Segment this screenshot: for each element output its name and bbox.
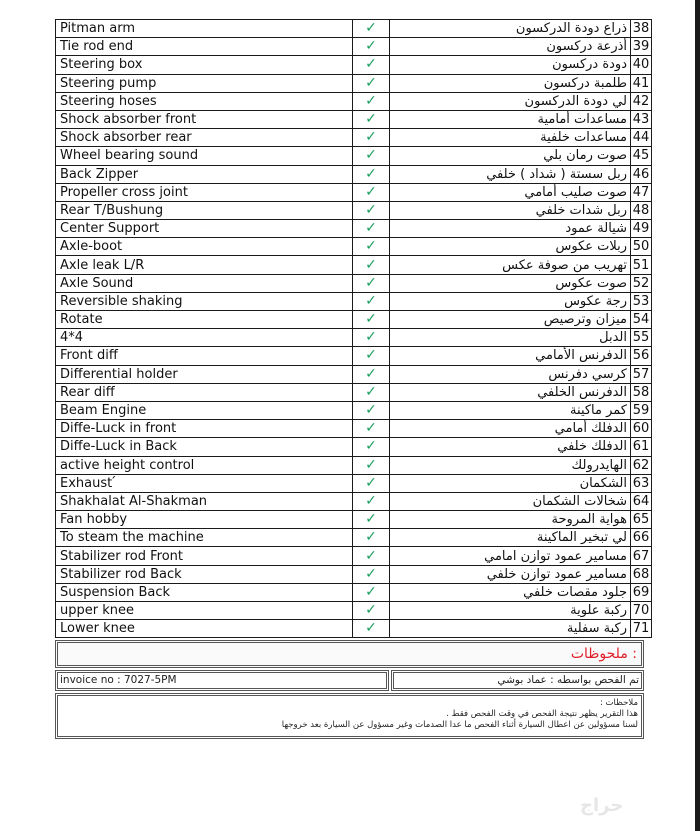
checklist-row: [56, 165, 652, 183]
item-name-en: active height control: [56, 456, 353, 474]
item-name-en: 4*4: [56, 329, 353, 347]
item-number: 67: [631, 547, 652, 565]
item-name-en: Center Support: [56, 220, 353, 238]
check-icon: ✓: [365, 347, 377, 364]
status-cell: [353, 129, 390, 147]
item-name-ar: صوت صليب أمامي: [390, 183, 631, 201]
item-number: 40: [631, 56, 652, 74]
item-number: 41: [631, 74, 652, 92]
item-name-en: Suspension Back: [56, 583, 353, 601]
item-name-en: Rear T/Bushung: [56, 201, 353, 219]
item-name-en: Lower knee: [56, 620, 353, 638]
checklist-row: [56, 256, 652, 274]
item-number: 51: [631, 256, 652, 274]
item-name-en: Steering pump: [56, 74, 353, 92]
check-icon: ✓: [365, 383, 377, 400]
item-name-en: To steam the machine: [56, 529, 353, 547]
checklist-row: [56, 38, 652, 56]
item-name-en: Propeller cross joint: [56, 183, 353, 201]
item-number: 49: [631, 220, 652, 238]
item-number: 63: [631, 474, 652, 492]
checklist-row: [56, 311, 652, 329]
status-cell: [353, 183, 390, 201]
item-name-en: Diffe-Luck in Back: [56, 438, 353, 456]
item-name-ar: مسامير عمود توازن امامي: [390, 547, 631, 565]
item-name-en: Fan hobby: [56, 511, 353, 529]
item-number: 38: [631, 20, 652, 38]
item-number: 54: [631, 311, 652, 329]
item-name-ar: ركبة علوية: [390, 602, 631, 620]
item-name-en: Axle leak L/R: [56, 256, 353, 274]
item-name-ar: ربلات عكوس: [390, 238, 631, 256]
status-cell: [353, 92, 390, 110]
item-number: 46: [631, 165, 652, 183]
status-cell: [353, 383, 390, 401]
checklist-row: [56, 401, 652, 419]
checklist-row: [56, 456, 652, 474]
inspection-sheet: [55, 19, 650, 739]
check-icon: ✓: [365, 311, 377, 328]
check-icon: ✓: [365, 183, 377, 200]
item-number: 57: [631, 365, 652, 383]
checklist-row: [56, 474, 652, 492]
item-name-ar: الهايدرولك: [390, 456, 631, 474]
notes-box: [55, 640, 644, 668]
check-icon: ✓: [365, 238, 377, 255]
item-name-ar: أذرعة دركسون: [390, 38, 631, 56]
item-name-ar: شخالات الشكمان: [390, 492, 631, 510]
checklist-row: [56, 292, 652, 310]
item-name-ar: تهريب من صوفة عكس: [390, 256, 631, 274]
checklist-row: [56, 438, 652, 456]
check-icon: ✓: [365, 365, 377, 382]
item-name-ar: ربل سستة ( شداد ) خلفي: [390, 165, 631, 183]
item-number: 64: [631, 492, 652, 510]
remarks-line-2: لسنا مسؤولين عن اعطال السيارة أثناء الفحص ما عدا الصدمات وغير مسؤول عن السيارة بعد خروجها: [281, 720, 638, 731]
item-name-en: Pitman arm: [56, 20, 353, 38]
status-cell: [353, 165, 390, 183]
checklist-row: [56, 565, 652, 583]
item-name-ar: هواية المروحة: [390, 511, 631, 529]
page-edge-strip: [695, 0, 700, 831]
check-icon: ✓: [365, 274, 377, 291]
check-icon: ✓: [365, 529, 377, 546]
checklist-row: [56, 583, 652, 601]
item-name-ar: جلود مقصات خلفي: [390, 583, 631, 601]
checklist-row: [56, 620, 652, 638]
check-icon: ✓: [365, 201, 377, 218]
check-icon: ✓: [365, 438, 377, 455]
item-name-ar: الشكمان: [390, 474, 631, 492]
status-cell: [353, 329, 390, 347]
item-name-ar: ذراع دودة الدركسون: [390, 20, 631, 38]
status-cell: [353, 110, 390, 128]
status-cell: [353, 547, 390, 565]
item-number: 50: [631, 238, 652, 256]
item-number: 48: [631, 201, 652, 219]
status-cell: [353, 256, 390, 274]
check-icon: ✓: [365, 402, 377, 419]
item-name-en: Stabilizer rod Back: [56, 565, 353, 583]
check-icon: ✓: [365, 602, 377, 619]
item-name-ar: مساعدات أمامية: [390, 110, 631, 128]
check-icon: ✓: [365, 92, 377, 109]
item-name-en: Rear diff: [56, 383, 353, 401]
item-name-ar: ربل شدات خلفي: [390, 201, 631, 219]
remarks-line-1: هذا التقرير يظهر نتيجة الفحص في وقت الفحص فقط .: [446, 709, 638, 720]
status-cell: [353, 274, 390, 292]
inspected-by: تم الفحص بواسطه : عماد بوشي: [391, 670, 644, 691]
checklist-row: [56, 129, 652, 147]
remarks-box: [55, 693, 644, 739]
item-name-ar: دودة دركسون: [390, 56, 631, 74]
item-number: 45: [631, 147, 652, 165]
status-cell: [353, 401, 390, 419]
checklist-row: [56, 347, 652, 365]
item-number: 70: [631, 602, 652, 620]
item-name-ar: ركبة سفلية: [390, 620, 631, 638]
status-cell: [353, 56, 390, 74]
check-icon: ✓: [365, 220, 377, 237]
item-number: 52: [631, 274, 652, 292]
checklist-row: [56, 56, 652, 74]
item-number: 62: [631, 456, 652, 474]
status-cell: [353, 74, 390, 92]
check-icon: ✓: [365, 256, 377, 273]
checklist-row: [56, 365, 652, 383]
status-cell: [353, 292, 390, 310]
item-name-en: Stabilizer rod Front: [56, 547, 353, 565]
status-cell: [353, 238, 390, 256]
item-name-en: Back Zipper: [56, 165, 353, 183]
item-number: 39: [631, 38, 652, 56]
status-cell: [353, 511, 390, 529]
status-cell: [353, 474, 390, 492]
check-icon: ✓: [365, 620, 377, 637]
item-number: 53: [631, 292, 652, 310]
inspection-checklist-table: [55, 19, 652, 638]
item-number: 61: [631, 438, 652, 456]
item-name-ar: كرسي دفرنس: [390, 365, 631, 383]
item-name-en: Steering hoses: [56, 92, 353, 110]
check-icon: ✓: [365, 129, 377, 146]
check-icon: ✓: [365, 329, 377, 346]
item-number: 43: [631, 110, 652, 128]
checklist-row: [56, 201, 652, 219]
item-name-en: Front diff: [56, 347, 353, 365]
item-number: 55: [631, 329, 652, 347]
item-name-en: Rotate: [56, 311, 353, 329]
status-cell: [353, 365, 390, 383]
item-name-en: Shock absorber rear: [56, 129, 353, 147]
item-name-ar: مساعدات خلفية: [390, 129, 631, 147]
item-name-ar: صوت رمان بلي: [390, 147, 631, 165]
item-number: 60: [631, 420, 652, 438]
status-cell: [353, 438, 390, 456]
item-name-en: Differential holder: [56, 365, 353, 383]
checklist-row: [56, 547, 652, 565]
checklist-row: [56, 492, 652, 510]
check-icon: ✓: [365, 20, 377, 37]
item-name-ar: الدفرنس الأمامي: [390, 347, 631, 365]
item-name-en: Reversible shaking: [56, 292, 353, 310]
checklist-row: [56, 274, 652, 292]
check-icon: ✓: [365, 292, 377, 309]
item-name-ar: الدفرنس الخلفي: [390, 383, 631, 401]
checklist-row: [56, 238, 652, 256]
check-icon: ✓: [365, 56, 377, 73]
item-number: 59: [631, 401, 652, 419]
check-icon: ✓: [365, 147, 377, 164]
check-icon: ✓: [365, 420, 377, 437]
item-name-ar: ميزان وترصيص: [390, 311, 631, 329]
check-icon: ✓: [365, 583, 377, 600]
item-number: 68: [631, 565, 652, 583]
item-name-en: Steering box: [56, 56, 353, 74]
checklist-row: [56, 183, 652, 201]
item-name-en: Wheel bearing sound: [56, 147, 353, 165]
status-cell: [353, 38, 390, 56]
status-cell: [353, 347, 390, 365]
item-name-ar: لي دودة الدركسون: [390, 92, 631, 110]
item-number: 44: [631, 129, 652, 147]
status-cell: [353, 420, 390, 438]
status-cell: [353, 147, 390, 165]
check-icon: ✓: [365, 547, 377, 564]
item-number: 65: [631, 511, 652, 529]
item-number: 69: [631, 583, 652, 601]
status-cell: [353, 620, 390, 638]
checklist-row: [56, 420, 652, 438]
item-number: 47: [631, 183, 652, 201]
item-name-en: Tie rod end: [56, 38, 353, 56]
watermark-logo: حراج: [580, 795, 624, 816]
checklist-row: [56, 110, 652, 128]
item-number: 71: [631, 620, 652, 638]
check-icon: ✓: [365, 38, 377, 55]
item-name-en: Diffe-Luck in front: [56, 420, 353, 438]
status-cell: [353, 492, 390, 510]
checklist-row: [56, 147, 652, 165]
item-name-en: Beam Engine: [56, 401, 353, 419]
checklist-row: [56, 329, 652, 347]
checklist-row: [56, 529, 652, 547]
item-number: 58: [631, 383, 652, 401]
item-name-en: Axle-boot: [56, 238, 353, 256]
checklist-row: [56, 92, 652, 110]
item-name-en: Shock absorber front: [56, 110, 353, 128]
status-cell: [353, 220, 390, 238]
item-name-ar: مسامير عمود توازن خلفي: [390, 565, 631, 583]
item-name-ar: رجة عكوس: [390, 292, 631, 310]
item-number: 56: [631, 347, 652, 365]
item-name-ar: طلمبة دركسون: [390, 74, 631, 92]
status-cell: [353, 20, 390, 38]
item-name-en: upper knee: [56, 602, 353, 620]
item-name-ar: الدفلك أمامي: [390, 420, 631, 438]
item-name-ar: لي تبخير الماكينة: [390, 529, 631, 547]
status-cell: [353, 529, 390, 547]
item-name-ar: شيالة عمود: [390, 220, 631, 238]
check-icon: ✓: [365, 565, 377, 582]
check-icon: ✓: [365, 492, 377, 509]
checklist-row: [56, 511, 652, 529]
invoice-number: invoice no : 7027-5PM: [55, 670, 389, 691]
item-name-en: Axle Sound: [56, 274, 353, 292]
check-icon: ✓: [365, 456, 377, 473]
item-name-ar: الدبل: [390, 329, 631, 347]
remarks-heading: ملاحظات :: [599, 698, 638, 709]
item-name-en: Shakhalat Al-Shakman: [56, 492, 353, 510]
notes-title: : ملحوظات: [570, 646, 637, 663]
checklist-row: [56, 383, 652, 401]
check-icon: ✓: [365, 111, 377, 128]
status-cell: [353, 311, 390, 329]
check-icon: ✓: [365, 474, 377, 491]
item-number: 66: [631, 529, 652, 547]
status-cell: [353, 583, 390, 601]
info-row: [55, 670, 644, 691]
status-cell: [353, 602, 390, 620]
checklist-row: [56, 20, 652, 38]
item-number: 42: [631, 92, 652, 110]
item-name-ar: صوت عكوس: [390, 274, 631, 292]
item-name-en: Exhaust՛: [56, 474, 353, 492]
check-icon: ✓: [365, 511, 377, 528]
status-cell: [353, 456, 390, 474]
status-cell: [353, 565, 390, 583]
checklist-row: [56, 602, 652, 620]
item-name-ar: الدفلك خلفي: [390, 438, 631, 456]
item-name-ar: كمر ماكينة: [390, 401, 631, 419]
status-cell: [353, 201, 390, 219]
checklist-row: [56, 74, 652, 92]
checklist-row: [56, 220, 652, 238]
check-icon: ✓: [365, 165, 377, 182]
check-icon: ✓: [365, 74, 377, 91]
